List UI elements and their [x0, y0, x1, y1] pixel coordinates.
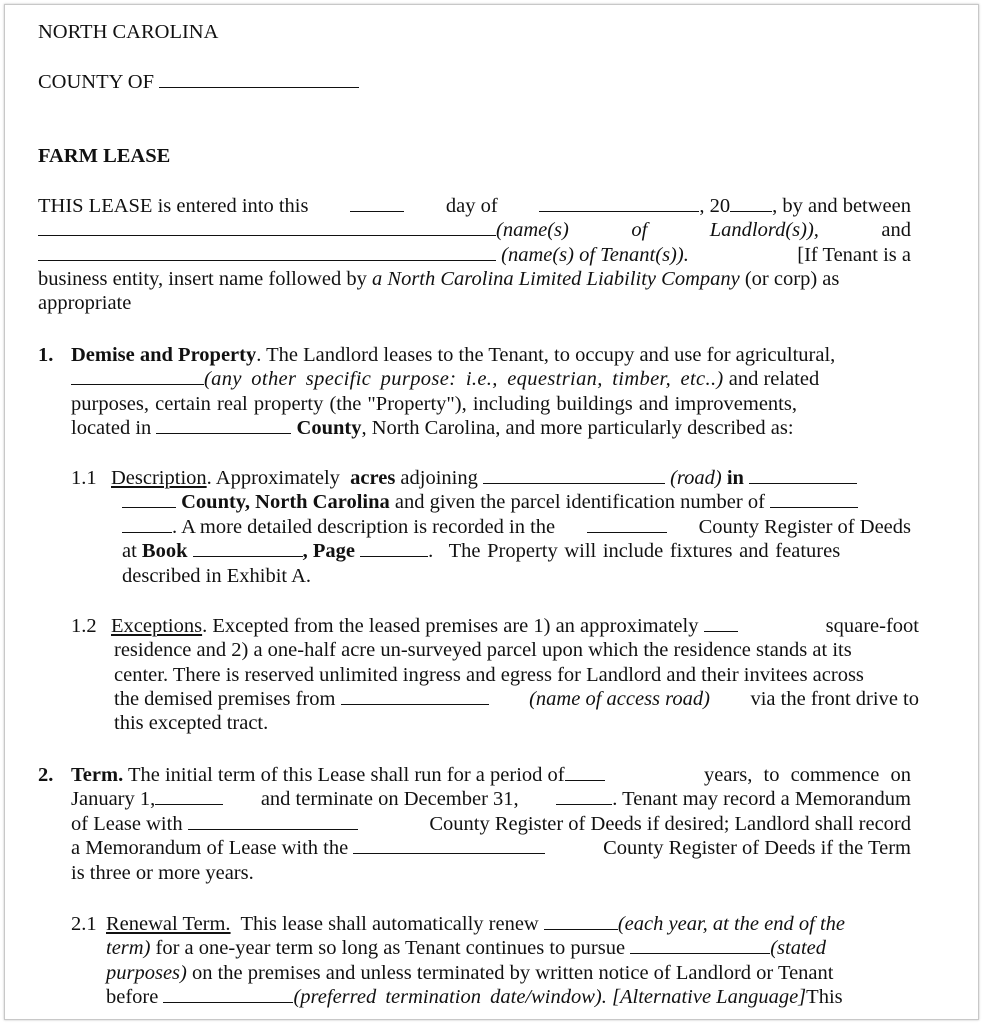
section-1-1-line-5: described in Exhibit A.: [122, 565, 312, 587]
section-2-heading: Term.: [71, 764, 124, 786]
intro-text: (or corp) as: [744, 268, 840, 290]
text: County Register of Deeds if the Term: [603, 837, 911, 859]
section-1-2-line-1: [111, 614, 919, 638]
access-road-blank[interactable]: [341, 687, 489, 705]
text: County, North Carolina: [181, 491, 390, 513]
section-1-line-4: [71, 416, 794, 440]
section-2-1-line-4: [106, 985, 843, 1009]
purpose-blank[interactable]: [71, 367, 204, 385]
county-blank[interactable]: [159, 70, 359, 88]
section-1-1-heading: Description: [111, 467, 207, 489]
section-1-1-line-2: [122, 490, 858, 514]
text: The Property will include fixtures and features: [448, 540, 841, 562]
section-1-2-line-4: [114, 687, 919, 711]
text: term): [106, 937, 151, 959]
intro-line-1: [38, 194, 911, 218]
text: (stated: [770, 937, 827, 959]
section-2-line-4: [71, 836, 911, 860]
section-1-2-line-5: this excepted tract.: [114, 712, 269, 734]
section-1-line-1: [71, 343, 835, 367]
text: on the premises and unless terminated by written notice of Landlord or Tenant: [191, 962, 834, 984]
intro-line-3: [38, 243, 911, 267]
intro-line-4: [38, 267, 839, 291]
termination-blank[interactable]: [163, 985, 293, 1003]
text: (name of access road): [529, 688, 710, 710]
landlord-name-blank[interactable]: [38, 218, 496, 236]
register-blank-1[interactable]: [188, 812, 358, 830]
county-label: COUNTY OF: [38, 71, 154, 93]
intro-text: (name(s): [496, 219, 569, 241]
section-2-1-line-3: [106, 961, 833, 985]
years-blank[interactable]: [565, 763, 605, 781]
text: (preferred termination date/window).: [293, 986, 607, 1008]
parcel-id-blank[interactable]: [770, 490, 858, 508]
section-1-text: , North Carolina, and more particularly described as:: [361, 417, 794, 439]
document-page: [4, 4, 979, 1020]
section-1-1-number: 1.1: [71, 467, 97, 489]
text: .: [428, 540, 434, 562]
section-1-line-2: [71, 367, 819, 391]
text: . Tenant may record a Memorandum: [612, 788, 911, 810]
section-1-1-line-1: [111, 466, 857, 490]
section-2-line-3: [71, 812, 911, 836]
intro-text: [If Tenant is a: [797, 244, 911, 266]
text: purposes): [106, 962, 187, 984]
section-2-1-line-1: [106, 912, 911, 936]
section-1-text: located in: [71, 417, 152, 439]
text: [Alternative Language]: [612, 986, 807, 1008]
year-blank[interactable]: [730, 194, 772, 212]
intro-text: day of: [445, 195, 498, 217]
text: Book: [141, 540, 188, 562]
county-name-blank[interactable]: [156, 416, 291, 434]
state-heading: NORTH CAROLINA: [38, 21, 219, 43]
section-1-2-line-3: center. There is reserved unlimited ingress and egress for Landlord and their invitees across: [114, 664, 864, 686]
text: in: [726, 467, 744, 489]
purpose-blank-2[interactable]: [630, 936, 770, 954]
page-blank[interactable]: [360, 539, 428, 557]
text: Page: [312, 540, 355, 562]
section-1-2-line-2: residence and 2) a one-half acre un-surveyed parcel upon which the residence stands at its: [114, 639, 852, 661]
text: for a one-year term so long as Tenant continues to pursue: [155, 937, 626, 959]
section-2-line-5: is three or more years.: [71, 862, 254, 884]
section-1-text: County: [296, 417, 362, 439]
text: (road): [670, 467, 722, 489]
intro-text: (name(s) of Tenant(s)).: [501, 244, 689, 266]
text: via the front drive to: [750, 688, 919, 710]
text: . Approximately: [206, 467, 340, 489]
section-1-2-heading: Exceptions: [111, 615, 203, 637]
road-blank[interactable]: [483, 466, 665, 484]
document-title: FARM LEASE: [38, 145, 171, 167]
text: at: [122, 540, 137, 562]
book-blank[interactable]: [193, 539, 303, 557]
intro-line-2: [38, 218, 911, 242]
text: square-foot: [825, 615, 919, 637]
month-blank[interactable]: [539, 194, 699, 212]
section-2-line-2: [71, 787, 911, 811]
end-year-blank[interactable]: [556, 787, 612, 805]
intro-text: Landlord(s)),: [709, 219, 819, 241]
intro-text: THIS LEASE is entered into this: [38, 195, 309, 217]
text: This: [806, 986, 843, 1008]
text: ,: [302, 540, 308, 562]
text: County Register of Deeds: [698, 516, 911, 538]
text: . Excepted from the leased premises are 1) an approximately: [202, 615, 699, 637]
section-1-1-line-3: [122, 515, 911, 539]
text: (each year, at the end of the: [617, 913, 845, 935]
intro-text: and: [881, 219, 911, 241]
intro-text: of: [631, 219, 648, 241]
text: County Register of Deeds if desired; Landlord shall record: [429, 813, 911, 835]
tenant-name-blank[interactable]: [38, 243, 496, 261]
parcel-id-blank-2[interactable]: [122, 515, 172, 533]
text: and terminate on December 31,: [260, 788, 519, 810]
text: acres: [350, 467, 396, 489]
text: a Memorandum of Lease with the: [71, 837, 349, 859]
section-2-1-line-2: [106, 936, 911, 960]
county-line: [38, 70, 359, 94]
section-1-number: 1.: [38, 344, 54, 366]
start-year-blank[interactable]: [155, 787, 223, 805]
intro-line-5: appropriate: [38, 292, 132, 314]
section-1-text: and related: [728, 368, 820, 390]
intro-text: business entity, insert name followed by: [38, 268, 367, 290]
section-1-2-number: 1.2: [71, 615, 97, 637]
section-2-line-1: [71, 763, 911, 787]
renew-blank[interactable]: [544, 912, 618, 930]
register-blank-2[interactable]: [353, 836, 545, 854]
section-1-1-line-4: [122, 539, 840, 563]
county-blank-2[interactable]: [122, 490, 176, 508]
text: January 1,: [71, 788, 156, 810]
section-1-line-3: purposes, certain real property (the "Property"), including buildings and improvements,: [71, 393, 797, 415]
intro-text: , by and between: [772, 195, 911, 217]
text: . A more detailed description is recorded in the: [172, 516, 556, 538]
text: of Lease with: [71, 813, 183, 835]
text: and given the parcel identification number of: [394, 491, 765, 513]
intro-text: , 20: [699, 195, 731, 217]
text: before: [106, 986, 159, 1008]
text: adjoining: [400, 467, 478, 489]
in-blank[interactable]: [749, 466, 857, 484]
text: The initial term of this Lease shall run for a period of: [127, 764, 565, 786]
text: the demised premises from: [114, 688, 336, 710]
text: years, to commence on: [704, 764, 911, 786]
register-county-blank[interactable]: [587, 515, 667, 533]
section-1-text: . The Landlord leases to the Tenant, to occupy and use for agricultural,: [256, 344, 836, 366]
text: This lease shall automatically renew: [240, 913, 539, 935]
section-1-text: (any other specific purpose: i.e., equestrian, timber, etc..): [204, 368, 724, 390]
section-2-1-number: 2.1: [71, 913, 97, 935]
section-2-number: 2.: [38, 764, 54, 786]
section-2-1-heading: Renewal Term.: [106, 913, 231, 935]
section-1-heading: Demise and Property: [71, 344, 257, 366]
intro-text: a North Carolina Limited Liability Company: [372, 268, 740, 290]
sqft-blank[interactable]: [704, 614, 738, 632]
day-blank[interactable]: [350, 194, 404, 212]
